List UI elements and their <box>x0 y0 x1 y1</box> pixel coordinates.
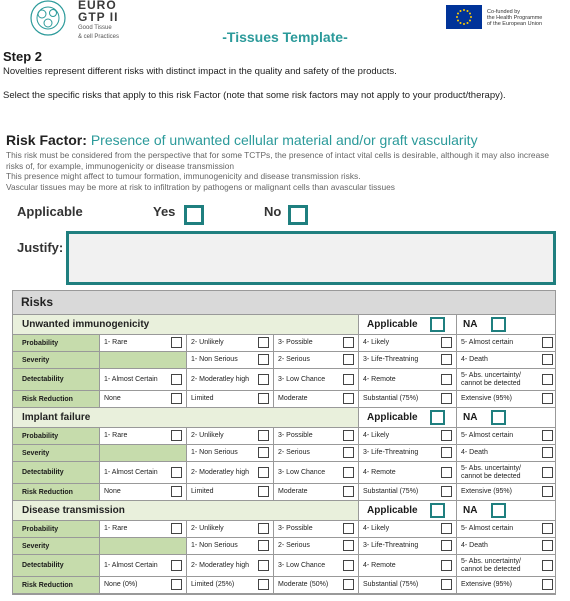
risk-option-label: 3- Low Chance <box>278 375 326 383</box>
risk-option-label: 2- Unlikely <box>191 339 224 346</box>
section-na-checkbox[interactable] <box>491 410 506 425</box>
risk-factor-description <box>6 150 562 192</box>
risk-option-label: 1- Almost Certain <box>104 561 158 569</box>
risk-option-checkbox[interactable] <box>441 337 452 348</box>
risk-option-checkbox[interactable] <box>258 393 269 404</box>
risk-option-checkbox[interactable] <box>343 374 354 385</box>
risk-option-label: Substantial (75%) <box>363 395 419 402</box>
risk-row <box>13 521 555 538</box>
logo-title-line1: EURO <box>78 0 117 12</box>
risk-option-checkbox[interactable] <box>542 560 553 571</box>
risk-option-cell <box>457 391 557 407</box>
risk-option-cell <box>100 577 187 593</box>
logo-sub-line1: Good Tissue <box>78 25 112 31</box>
risk-option-cell <box>100 428 187 444</box>
risk-option-checkbox[interactable] <box>542 579 553 590</box>
risk-option-label: 2- Moderatley high <box>191 375 249 383</box>
risk-option-cell <box>187 521 274 537</box>
risk-option-checkbox[interactable] <box>441 354 452 365</box>
risk-option-cell <box>359 335 457 351</box>
risk-option-cell <box>187 577 274 593</box>
risk-option-label: 4- Remote <box>363 375 396 383</box>
risk-option-checkbox[interactable] <box>258 430 269 441</box>
risk-option-label: Limited <box>191 488 214 495</box>
risk-option-label: None (0%) <box>104 581 138 588</box>
risk-row <box>13 555 555 577</box>
section-applicable-label: Applicable <box>359 408 457 427</box>
risk-section-header <box>13 315 555 335</box>
risk-option-label: 1- Non Serious <box>191 449 238 456</box>
justify-textarea[interactable] <box>66 231 556 285</box>
risk-option-cell <box>274 445 359 461</box>
risk-option-checkbox[interactable] <box>258 560 269 571</box>
eu-text-line1: Co-funded by <box>487 9 521 15</box>
risk-option-cell <box>187 428 274 444</box>
risk-option-checkbox[interactable] <box>441 393 452 404</box>
section-applicable-checkbox[interactable] <box>430 317 445 332</box>
applicable-no-checkbox[interactable] <box>288 205 308 225</box>
justify-label: Justify: <box>17 240 64 255</box>
risk-option-checkbox[interactable] <box>343 354 354 365</box>
risk-option-cell <box>359 428 457 444</box>
risk-option-label: 5- Abs. uncertainty/ cannot be detected <box>461 464 521 480</box>
risk-option-label: 2- Serious <box>278 356 310 363</box>
risk-row <box>13 538 555 555</box>
risks-title: Risks <box>13 291 555 315</box>
risk-option-cell <box>274 335 359 351</box>
risk-row <box>13 335 555 352</box>
applicable-yes-checkbox[interactable] <box>184 205 204 225</box>
risk-option-label: Extensive (95%) <box>461 581 512 588</box>
applicable-no-label: No <box>264 204 282 219</box>
risk-factor-desc-3: Vascular tissues may be more at risk to infiltration by pathogens or malignant cells than avascular tissues <box>6 181 395 192</box>
logo-title-line2: GTP II <box>78 10 119 24</box>
page-header <box>0 0 570 48</box>
risk-row-label: Severity <box>13 352 100 368</box>
risk-option-label: 2- Serious <box>278 449 310 456</box>
risk-option-checkbox[interactable] <box>258 337 269 348</box>
risk-option-cell <box>457 538 557 554</box>
risk-section-header <box>13 501 555 521</box>
risk-row-label: Severity <box>13 538 100 554</box>
risk-row-label: Probability <box>13 521 100 537</box>
section-applicable-checkbox[interactable] <box>430 503 445 518</box>
risk-option-cell <box>457 555 557 576</box>
risk-option-cell <box>274 555 359 576</box>
risk-option-label: 1- Almost Certain <box>104 375 158 383</box>
risk-option-cell <box>274 484 359 500</box>
risk-option-checkbox[interactable] <box>171 374 182 385</box>
risk-option-label: 3- Possible <box>278 525 313 532</box>
risk-option-cell <box>457 484 557 500</box>
risk-option-label: 4- Likely <box>363 525 390 532</box>
risk-option-checkbox[interactable] <box>171 393 182 404</box>
risk-option-checkbox[interactable] <box>171 337 182 348</box>
section-applicable-label: Applicable <box>359 315 457 334</box>
risk-option-label: 1- Almost Certain <box>104 468 158 476</box>
risk-option-cell <box>100 352 187 368</box>
applicable-yes-label: Yes <box>153 204 176 219</box>
risk-option-cell <box>187 484 274 500</box>
risks-table <box>12 290 556 595</box>
risk-row-label: Risk Reduction <box>13 577 100 593</box>
risk-option-cell <box>359 555 457 576</box>
risk-row-label: Risk Reduction <box>13 391 100 407</box>
risk-option-checkbox[interactable] <box>171 523 182 534</box>
risk-option-checkbox[interactable] <box>258 447 269 458</box>
step-paragraph-1: Novelties represent different risks with distinct impact in the quality and safety of the products. <box>3 66 397 77</box>
risk-factor-desc-2: This presence might affect to tumour formation, immunogenicity and disease transmission risks. <box>6 171 361 181</box>
risk-option-checkbox[interactable] <box>343 467 354 478</box>
risk-option-checkbox[interactable] <box>542 354 553 365</box>
risk-row-label: Risk Reduction <box>13 484 100 500</box>
risk-option-label: 5- Abs. uncertainty/ cannot be detected <box>461 371 521 387</box>
risk-option-cell <box>457 352 557 368</box>
risk-option-cell <box>359 484 457 500</box>
risk-option-label: 2- Moderatley high <box>191 468 249 476</box>
risk-option-cell <box>457 335 557 351</box>
risk-option-cell <box>359 391 457 407</box>
risk-option-checkbox[interactable] <box>441 447 452 458</box>
risk-option-checkbox[interactable] <box>441 374 452 385</box>
risk-option-label: Substantial (75%) <box>363 488 419 495</box>
risk-section-name: Implant failure <box>13 408 359 427</box>
risk-option-label: None <box>104 488 121 495</box>
risk-option-checkbox[interactable] <box>343 523 354 534</box>
risk-option-label: 1- Non Serious <box>191 542 238 549</box>
risk-option-label: 5- Abs. uncertainty/ cannot be detected <box>461 557 521 573</box>
risk-option-checkbox[interactable] <box>343 393 354 404</box>
risk-option-cell <box>457 577 557 593</box>
risk-option-cell <box>100 521 187 537</box>
risk-section-header <box>13 408 555 428</box>
risk-option-label: 5- Almost certain <box>461 432 514 439</box>
risk-option-checkbox[interactable] <box>542 393 553 404</box>
risk-option-label: 2- Moderatley high <box>191 561 249 569</box>
risk-option-checkbox[interactable] <box>441 540 452 551</box>
eu-flag-icon <box>446 5 482 29</box>
risk-option-cell <box>100 445 187 461</box>
risk-option-label: Moderate <box>278 488 308 495</box>
risk-option-cell <box>359 445 457 461</box>
risk-option-checkbox[interactable] <box>171 560 182 571</box>
risk-option-checkbox[interactable] <box>542 523 553 534</box>
risk-factor-value: Presence of unwanted cellular material and/or graft vascularity <box>90 132 478 148</box>
risk-option-label: Limited (25%) <box>191 581 235 588</box>
risk-option-cell <box>187 352 274 368</box>
risk-option-cell <box>100 555 187 576</box>
risk-option-cell <box>457 428 557 444</box>
risk-option-label: 3- Possible <box>278 432 313 439</box>
risk-option-cell <box>274 521 359 537</box>
risk-section-name: Unwanted immunogenicity <box>13 315 359 334</box>
risk-option-cell <box>457 462 557 483</box>
risk-option-cell <box>457 369 557 390</box>
logo-sub-line2: & cell Practices <box>78 34 120 40</box>
risk-option-label: 4- Death <box>461 356 488 363</box>
risk-option-label: Moderate (50%) <box>278 581 329 588</box>
risk-option-checkbox[interactable] <box>171 579 182 590</box>
section-na-checkbox[interactable] <box>491 503 506 518</box>
risk-option-cell <box>274 391 359 407</box>
applicable-label: Applicable <box>17 204 83 219</box>
section-na-label: NA <box>463 412 478 423</box>
eu-text-line3: of the European Union <box>487 21 543 27</box>
risk-option-label: 4- Death <box>461 542 488 549</box>
risk-row <box>13 391 555 408</box>
risk-option-label: 4- Remote <box>363 468 396 476</box>
risk-option-label: Moderate <box>278 395 308 402</box>
risk-option-label: 3- Life-Threatning <box>363 356 419 363</box>
risk-row <box>13 462 555 484</box>
risk-row <box>13 428 555 445</box>
risk-option-checkbox[interactable] <box>542 337 553 348</box>
risk-option-cell <box>187 555 274 576</box>
step-title: Step 2 <box>3 49 43 64</box>
risk-option-checkbox[interactable] <box>343 560 354 571</box>
risk-option-cell <box>187 335 274 351</box>
risk-option-cell <box>359 521 457 537</box>
risk-option-label: 3- Life-Threatning <box>363 449 419 456</box>
risk-option-label: Substantial (75%) <box>363 581 419 588</box>
risk-row-label: Detectability <box>13 462 100 483</box>
risk-option-label: 1- Rare <box>104 432 128 439</box>
risk-option-cell <box>100 538 187 554</box>
risk-option-cell <box>100 484 187 500</box>
eu-funding-text <box>487 9 567 27</box>
risk-option-checkbox[interactable] <box>258 486 269 497</box>
section-na-label: NA <box>463 505 478 516</box>
risk-option-checkbox[interactable] <box>542 540 553 551</box>
risk-factor-desc-1: This risk must be considered from the perspective that for some TCTPs, the presence of intact vital cells is desirable, although it may also increase risks of, for example, immunogenicity or disease transmission <box>6 150 550 171</box>
risk-option-cell <box>457 521 557 537</box>
risk-option-label: 2- Serious <box>278 542 310 549</box>
risk-option-checkbox[interactable] <box>441 523 452 534</box>
risk-factor-heading <box>6 132 478 148</box>
risk-row-label: Probability <box>13 335 100 351</box>
step-paragraph-2: Select the specific risks that apply to this risk Factor (note that some risk factors may not apply to your product/therapy). <box>3 90 506 101</box>
risk-option-label: 2- Unlikely <box>191 432 224 439</box>
risk-option-checkbox[interactable] <box>542 447 553 458</box>
section-applicable-label: Applicable <box>359 501 457 520</box>
risk-row-label: Probability <box>13 428 100 444</box>
risk-row <box>13 577 555 594</box>
risk-option-cell <box>274 428 359 444</box>
risk-option-label: 4- Likely <box>363 432 390 439</box>
risk-factor-label: Risk Factor: <box>6 132 87 148</box>
risk-option-checkbox[interactable] <box>542 374 553 385</box>
risk-row <box>13 484 555 501</box>
section-na-label: NA <box>463 319 478 330</box>
risk-row-label: Severity <box>13 445 100 461</box>
risk-option-label: 3- Low Chance <box>278 561 326 569</box>
risk-option-checkbox[interactable] <box>343 486 354 497</box>
risk-option-cell <box>187 391 274 407</box>
risk-option-checkbox[interactable] <box>171 430 182 441</box>
risk-option-checkbox[interactable] <box>542 486 553 497</box>
risk-option-cell <box>100 391 187 407</box>
risk-option-cell <box>274 462 359 483</box>
section-na-checkbox[interactable] <box>491 317 506 332</box>
risk-option-checkbox[interactable] <box>441 467 452 478</box>
risk-option-label: 1- Rare <box>104 525 128 532</box>
risk-option-checkbox[interactable] <box>171 486 182 497</box>
risk-section-name: Disease transmission <box>13 501 359 520</box>
risk-row-label: Detectability <box>13 369 100 390</box>
risk-option-cell <box>359 369 457 390</box>
risk-option-cell <box>100 335 187 351</box>
risk-option-label: 1- Rare <box>104 339 128 346</box>
risk-option-checkbox[interactable] <box>441 486 452 497</box>
risk-option-checkbox[interactable] <box>542 467 553 478</box>
risk-option-checkbox[interactable] <box>258 523 269 534</box>
risk-option-checkbox[interactable] <box>171 467 182 478</box>
risk-option-checkbox[interactable] <box>343 540 354 551</box>
document-title: -Tissues Template- <box>222 29 348 45</box>
risk-option-label: 4- Remote <box>363 561 396 569</box>
eu-text-line2: the Health Programme <box>487 15 543 21</box>
risk-option-checkbox[interactable] <box>258 579 269 590</box>
risk-row <box>13 445 555 462</box>
risk-option-label: Limited <box>191 395 214 402</box>
risk-row <box>13 369 555 391</box>
risk-option-checkbox[interactable] <box>258 540 269 551</box>
risk-option-cell <box>187 462 274 483</box>
risk-row-label: Detectability <box>13 555 100 576</box>
risk-option-cell <box>187 538 274 554</box>
risk-option-label: 1- Non Serious <box>191 356 238 363</box>
section-applicable-checkbox[interactable] <box>430 410 445 425</box>
risk-option-cell <box>274 538 359 554</box>
risk-option-checkbox[interactable] <box>343 430 354 441</box>
risk-option-checkbox[interactable] <box>441 560 452 571</box>
risk-option-cell <box>359 352 457 368</box>
risk-option-cell <box>274 577 359 593</box>
risk-option-label: 3- Life-Threatning <box>363 542 419 549</box>
risk-option-checkbox[interactable] <box>258 374 269 385</box>
risk-option-label: 3- Possible <box>278 339 313 346</box>
risk-option-cell <box>359 538 457 554</box>
risk-option-checkbox[interactable] <box>258 467 269 478</box>
risk-option-checkbox[interactable] <box>441 579 452 590</box>
risk-option-label: 5- Almost certain <box>461 339 514 346</box>
risk-option-label: 4- Death <box>461 449 488 456</box>
risk-option-cell <box>457 445 557 461</box>
risk-option-label: Extensive (95%) <box>461 488 512 495</box>
risk-row <box>13 352 555 369</box>
risk-sections <box>13 315 555 594</box>
risk-option-label: 3- Low Chance <box>278 468 326 476</box>
risk-option-label: 4- Likely <box>363 339 390 346</box>
risk-option-cell <box>187 369 274 390</box>
risk-option-cell <box>274 369 359 390</box>
risk-option-checkbox[interactable] <box>343 337 354 348</box>
risk-option-checkbox[interactable] <box>441 430 452 441</box>
risk-option-checkbox[interactable] <box>343 579 354 590</box>
risk-option-label: Extensive (95%) <box>461 395 512 402</box>
risk-option-label: None <box>104 395 121 402</box>
risk-option-cell <box>359 462 457 483</box>
risk-option-label: 5- Almost certain <box>461 525 514 532</box>
risk-option-cell <box>359 577 457 593</box>
risk-option-label: 2- Unlikely <box>191 525 224 532</box>
risk-option-checkbox[interactable] <box>343 447 354 458</box>
risk-option-cell <box>100 462 187 483</box>
risk-option-cell <box>187 445 274 461</box>
risk-option-checkbox[interactable] <box>542 430 553 441</box>
risk-option-cell <box>100 369 187 390</box>
risk-option-checkbox[interactable] <box>258 354 269 365</box>
risk-option-cell <box>274 352 359 368</box>
